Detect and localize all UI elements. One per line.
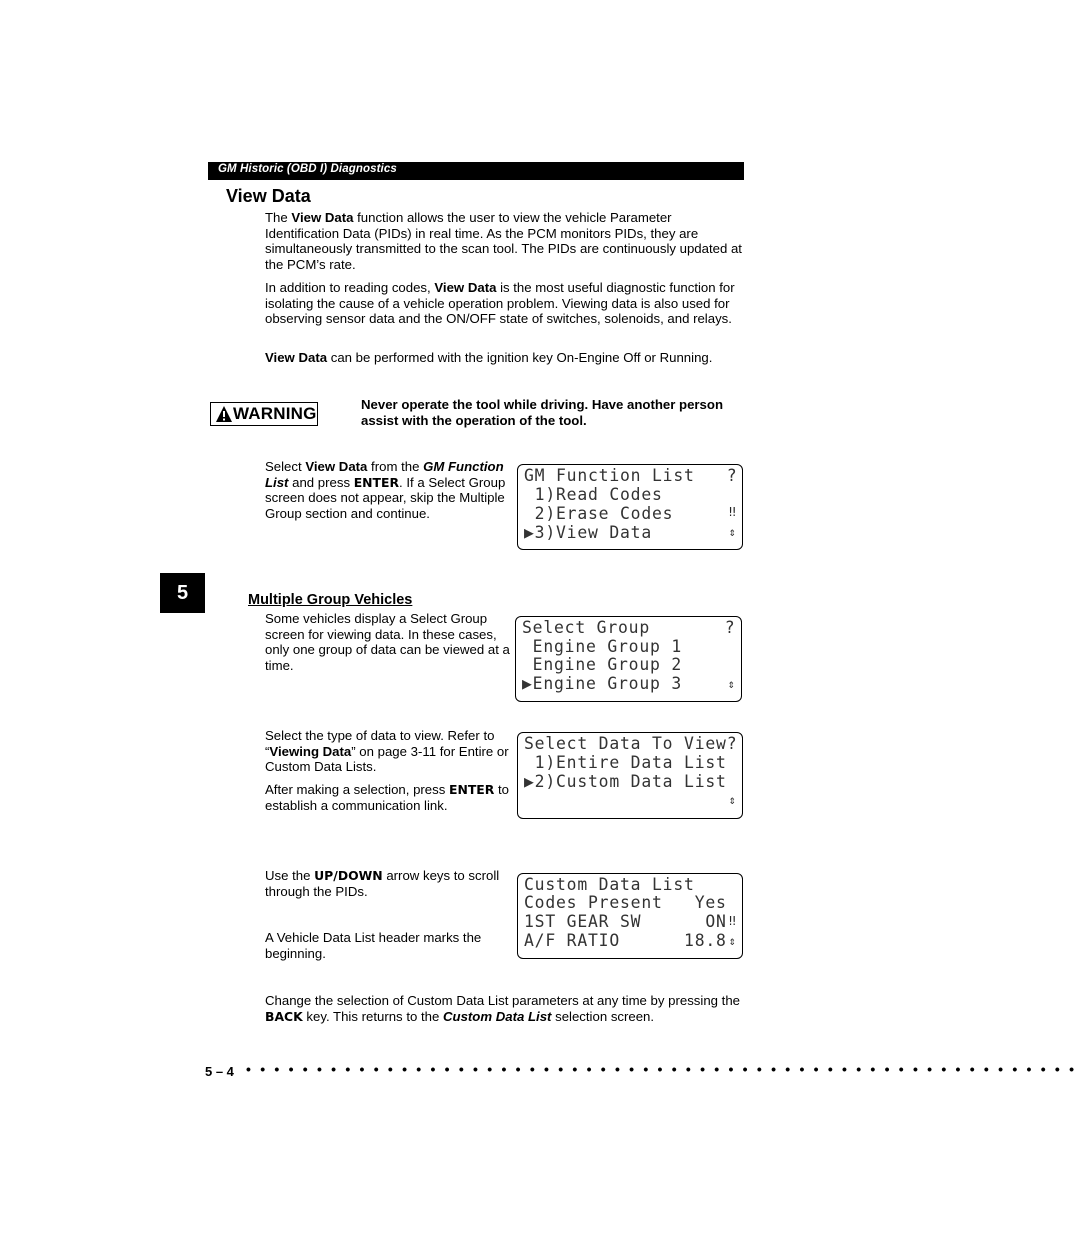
- multiple-group-text: Some vehicles display a Select Group screen for viewing data. In these cases, only one group of data can be viewed at a time.: [265, 611, 510, 674]
- lcd-row: ▶2)Custom Data List: [524, 772, 727, 791]
- lcd-row: ▶3)View Data: [524, 523, 653, 542]
- leader-dots: • • • • • • • • • • • • • • • • • • • • • • • • • • • • • • • • • • • • • • • • • • • • • • • • • • • • • • • • • • •: [246, 1061, 1077, 1077]
- chapter-tab: 5: [160, 573, 205, 613]
- lcd-screen-select-data: [517, 732, 743, 819]
- scroll-arrows-icon: ⇕: [728, 525, 736, 539]
- lcd-screen-select-group: [515, 616, 742, 702]
- intro-paragraph-1: The View Data function allows the user to view the vehicle Parameter Identification Data (PIDs) in real time. As the PCM monitors PIDs, they are simultaneously transmitted to the scan tool. The PIDs are continuously updated at the PCM’s rate.: [265, 210, 742, 273]
- lcd-row: A/F RATIO 18.8: [524, 931, 727, 950]
- intro-paragraph-3: View Data can be performed with the ignition key On-Engine Off or Running.: [265, 350, 713, 365]
- lcd-row: Codes Present Yes: [524, 893, 727, 912]
- lcd-row: 1)Entire Data List: [524, 753, 727, 772]
- step-scroll-pids-text: Use the UP/DOWN arrow keys to scroll through the PIDs.: [265, 868, 500, 899]
- warning-triangle-icon: [216, 406, 232, 422]
- lcd-row: 2)Erase Codes: [524, 504, 674, 523]
- lcd-row: ▶Engine Group 3: [522, 674, 683, 693]
- scroll-arrows-icon: ⇕: [728, 793, 736, 807]
- running-header-bar: [208, 162, 744, 180]
- lcd-row: 1)Read Codes: [524, 485, 663, 504]
- lcd-row: Select Data To View?: [524, 734, 738, 753]
- warning-text: Never operate the tool while driving. Have another person assist with the operation of the tool.: [361, 397, 724, 428]
- warning-label-box: [210, 402, 318, 426]
- warning-label: WARNING: [233, 404, 317, 423]
- page-number: 5 – 4: [205, 1064, 234, 1079]
- running-header-title: GM Historic (OBD I) Diagnostics: [218, 163, 397, 175]
- lcd-row: [524, 791, 736, 810]
- lcd-row: Select Group ?: [522, 618, 736, 637]
- lcd-row: GM Function List ?: [524, 466, 738, 485]
- step-select-data-type-text: Select the type of data to view. Refer to “Viewing Data” on page 3-11 for Entire or Custom Data Lists.: [265, 728, 509, 775]
- closing-paragraph: Change the selection of Custom Data List parameters at any time by pressing the BACK key. This returns to the Custom Data List selection screen.: [265, 993, 740, 1024]
- data-indicator-icon: ‼: [728, 505, 736, 519]
- lcd-row: Engine Group 2: [522, 655, 683, 674]
- multiple-group-heading: Multiple Group Vehicles: [248, 592, 413, 608]
- step-select-view-data-text: Select View Data from the GM Function List and press ENTER. If a Select Group screen does not appear, skip the Multiple Group section and continue.: [265, 459, 506, 522]
- scroll-arrows-icon: ⇕: [728, 934, 736, 948]
- step-header-marks-text: A Vehicle Data List header marks the beginning.: [265, 930, 482, 961]
- scroll-arrows-icon: ⇕: [727, 677, 735, 691]
- intro-paragraph-2: In addition to reading codes, View Data is the most useful diagnostic function for isolating the cause of a vehicle operation problem. Viewing data is also used for observing sensor data and the ON/OFF state of switches, solenoids, and relays.: [265, 280, 735, 327]
- data-indicator-icon: ‼: [728, 914, 736, 928]
- lcd-screen-function-list: [517, 464, 743, 550]
- section-title: View Data: [226, 186, 311, 206]
- lcd-row: 1ST GEAR SW ON: [524, 912, 727, 931]
- step-establish-link-text: After making a selection, press ENTER to establish a communication link.: [265, 782, 509, 813]
- lcd-screen-custom-data-list: [517, 873, 743, 959]
- lcd-row: Engine Group 1: [522, 637, 683, 656]
- lcd-row: Custom Data List: [524, 875, 695, 894]
